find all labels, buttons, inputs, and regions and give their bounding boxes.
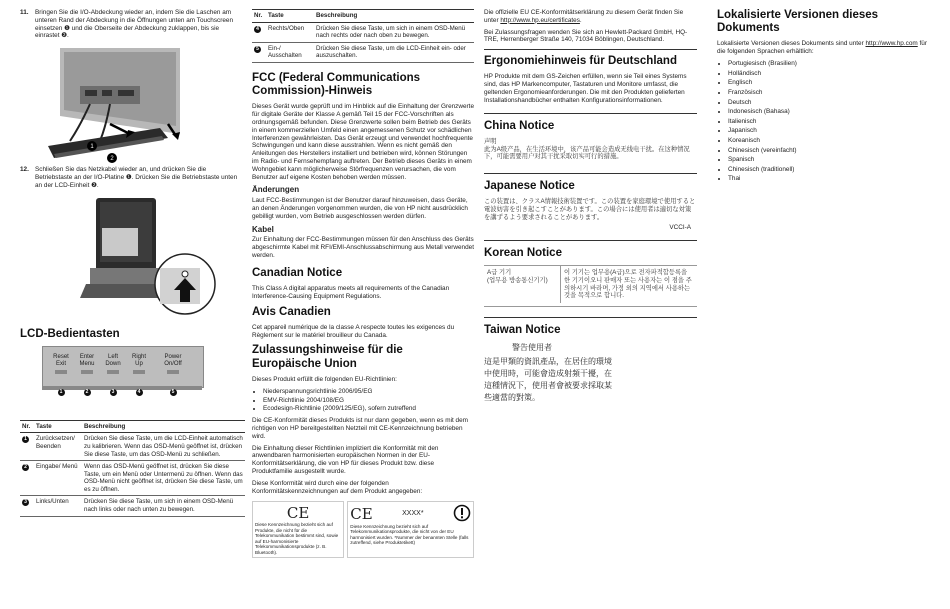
column-2 <box>252 0 474 558</box>
lcd-buttons-table-2 <box>252 9 474 63</box>
lcd-buttons-table-1 <box>20 420 245 517</box>
cable-text: Zur Einhaltung der FCC-Bestimmungen müssen für den Anschluss des Geräts abgeschirmte Kabel mit RFI/EMI-Anschlussabschirmung aus Metall verwendet werden. <box>252 236 474 259</box>
ce-mark-2 <box>347 501 474 558</box>
language-item: • Chinesisch (traditionell) <box>728 166 929 174</box>
alert-icon <box>453 504 471 524</box>
language-item: • Koreanisch <box>728 137 929 145</box>
lcd-button-number: 4 <box>136 389 143 396</box>
lcd-button-label: Enter Menu <box>79 353 95 367</box>
lcd-button-number: 2 <box>84 389 91 396</box>
lcd-button <box>48 354 74 396</box>
language-item: • Deutsch <box>728 99 929 107</box>
svg-text:1: 1 <box>90 144 94 151</box>
fcc-title: FCC (Federal Communications Commission)-Hinweis <box>252 71 421 98</box>
step-number: 12. <box>20 166 29 174</box>
ce-symbol: CE <box>286 504 310 523</box>
list-item: • Niederspannungsrichtlinie 2006/95/EG <box>263 388 474 396</box>
button-description: Drücken Sie diese Taste, um die LCD-Einheit ein- oder auszuschalten. <box>314 42 474 62</box>
korea-title: Korean Notice <box>484 247 562 259</box>
ce-marks <box>252 501 474 558</box>
table-row <box>20 461 245 496</box>
taiwan-title: Taiwan Notice <box>484 323 561 336</box>
avis-text: Cet appareil numérique de la classe A respecte toutes les exigences du Règlement sur le matériel brouilleur du Canada. <box>252 323 455 339</box>
korea-table <box>484 265 697 307</box>
column-header: Taste <box>266 10 314 23</box>
lcd-button-number: 1 <box>58 389 65 396</box>
button-name: Eingabe/ Menü <box>34 461 82 496</box>
column-4 <box>717 0 929 187</box>
lcd-button <box>152 354 194 396</box>
changes-text: Laut FCC-Bestimmungen ist der Benutzer darauf hinzuweisen, dass Geräte, an denen Änderungen vorgenommen wurden, die von HP nicht ausdrücklich gebilligt wurden, vom Betrieb ausgeschlossen werden dürfen. <box>252 197 468 220</box>
changes-title: Änderungen <box>252 185 300 195</box>
localized-intro: Lokalisierte Versionen dieses Dokuments sind unter http://www.hp.com für die folgenden Sprachen erhältlich: <box>717 40 927 56</box>
lcd-button-label: Left Down <box>105 353 121 367</box>
language-item: • Indonesisch (Bahasa) <box>728 108 929 116</box>
column-3 <box>484 0 697 404</box>
button-description: Drücken Sie diese Taste, um sich in einem OSD-Menü nach links oder nach unten zu bewegen. <box>82 496 245 516</box>
list-item: • Ecodesign-Richtlinie (2009/125/EG), sofern zutreffend <box>263 405 474 413</box>
lcd-button-number: 5 <box>170 389 177 396</box>
canadian-text: This Class A digital apparatus meets all requirements of the Canadian Interference-Causing Equipment Regulations. <box>252 284 450 300</box>
language-item: • Portugiesisch (Brasilien) <box>728 60 929 68</box>
button-number: 4 <box>254 26 261 33</box>
eu-intro: Dieses Produkt erfüllt die folgenden EU-Richtlinien: <box>252 375 397 383</box>
avis-title: Avis Canadien <box>252 305 331 318</box>
language-item: • Thai <box>728 175 929 183</box>
button-number: 1 <box>22 436 29 443</box>
eu-directives-list <box>252 388 474 413</box>
korea-right: 이 기기는 업무용(A급)으로 전자파적합등록을 한 기기이오니 판매자 또는 사용자는 이 점을 주의하시기 바라며, 가정 외의 지역에서 사용하는 것을 목적으로 합니다. <box>564 269 692 300</box>
korea-left: A급 기기 (업무용 방송통신기기) <box>484 266 561 303</box>
ce-symbol: CE <box>350 505 373 524</box>
language-item: • Holländisch <box>728 70 929 78</box>
button-description: Drücken Sie diese Taste, um die LCD-Einheit automatisch zu kalibrieren. Wenn das OSD-Menü geöffnet ist, drücken Sie diese Taste, um das OSD-Menü zu schließen. <box>82 433 245 461</box>
language-item: • Chinesisch (vereinfacht) <box>728 147 929 155</box>
lcd-buttons-title: LCD-Bedientasten <box>20 327 120 340</box>
step-text: Schließen Sie das Netzkabel wieder an, und drücken Sie die Betriebstaste an der I/O-Platine ❶. Drücken Sie die Betriebstaste unten an der LCD-Einheit ❷. <box>35 166 238 189</box>
column-header: Beschreibung <box>314 10 474 23</box>
button-name: Zurücksetzen/ Beenden <box>34 433 82 461</box>
ce-caption-1: Diese Kennzeichnung bezieht sich auf Produkte, die nicht für die Telekommunikation bestimmt sind, sowie auf EU-harmonisierte Telekommunikationsprodukte (z. B. Bluetooth). <box>255 522 339 555</box>
ce-caption-2: Diese Kennzeichnung bezieht sich auf Telekommunikationsprodukte, die nicht von der EU harmonisiert wurden. *Nummer der benannten Stelle (falls zutreffend, siehe Produktetikett) <box>350 523 469 546</box>
ergonomics-text: HP Produkte mit dem GS-Zeichen erfüllen, wenn sie Teil eines Systems sind, das HP Markencomputer, Tastaturen und Monitore umfasst, die geltenden Ergonomieanforderungen. Die mit den Produkten gelieferten Installationshandbücher enthalten Konfigurationsinformationen. <box>484 73 687 104</box>
eu-contact: Bei Zulassungsfragen wenden Sie sich an Hewlett-Packard GmbH, HQ-TRE, Herrenberger Straße 140, 71034 Böblingen, Deutschland. <box>484 28 688 44</box>
ce-mark-1 <box>252 501 344 558</box>
lcd-button-number: 3 <box>110 389 117 396</box>
table-row <box>20 433 245 461</box>
taiwan-heading: 警告使用者 <box>512 343 552 353</box>
step-12 <box>20 166 245 189</box>
japan-title: Japanese Notice <box>484 179 575 192</box>
taiwan-text: 這是甲類的資訊產品，在居住的環境中使用時，可能會造成射頻干擾，在這種情況下，使用者會被要求採取某些適當的對策。 <box>484 357 612 403</box>
vcci-label: VCCI-A <box>669 224 691 232</box>
cable-title: Kabel <box>252 224 274 234</box>
power-button-illustration <box>66 198 216 326</box>
column-header: Taste <box>34 420 82 433</box>
button-number: 5 <box>254 46 261 53</box>
eu-declaration: Die offizielle EU CE-Konformitätserklärung zu diesem Gerät finden Sie unter http://www.hp.eu/certificates. <box>484 9 684 24</box>
table-row <box>252 42 474 62</box>
language-list <box>717 60 929 183</box>
language-item: • Italienisch <box>728 118 929 126</box>
localized-title: Lokalisierte Versionen dieses Dokuments <box>717 9 879 35</box>
column-header: Nr. <box>252 10 266 23</box>
eu-paragraph-1: Die CE-Konformität dieses Produkts ist nur dann gegeben, wenn es mit dem richtigen von HP bereitgestellten Netzteil mit CE-Kennzeichnung betrieben wird. <box>252 417 468 440</box>
language-item: • Französisch <box>728 89 929 97</box>
table-row <box>20 496 245 516</box>
notified-body-number: XXXX* <box>402 509 424 517</box>
lcd-button-label: Reset Exit <box>53 353 69 367</box>
japan-text: この装置は、クラスA情報技術装置です。この装置を家庭環境で使用すると電波妨害を引き起こすことがあります。この場合には使用者は適切な対策を講ずるよう要求されることがあります。 <box>484 198 696 221</box>
lcd-button-panel <box>42 346 202 416</box>
fcc-text: Dieses Gerät wurde geprüft und im Hinblick auf die Einhaltung der Grenzwerte für digitale Geräte der Klasse A gemäß Teil 15 der FCC-Vorschriften als ordnungsgemäß befunden. Diese Grenzwerte sollen beim Betrieb des Geräts in einem kommerziellen Umfeld einen angemessenen Schutz vor schädlichen Interferenzen gewährleisten. Das Gerät erzeugt und verwendet hochfrequente Schwingungen und kann diese ausstrahlen. Wenn es nicht gemäß den Anleitungen des Herstellers installiert und betrieben wird, können Störungen im Radio- und Fernsehempfang auftreten. Der Betrieb dieses Geräts in einem Wohngebiet kann möglicherweise Störfrequenzen verursachen, die vom Benutzer auf eigene Kosten behoben werden müssen. <box>252 103 475 181</box>
cover-install-illustration <box>40 46 190 164</box>
table-row <box>252 22 474 42</box>
button-description: Wenn das OSD-Menü geöffnet ist, drücken Sie diese Taste, um ein Menü oder Untermenü zu öffnen. Wenn das OSD-Menü nicht geöffnet ist, drücken Sie diese Taste, um es zu öffnen. <box>82 461 245 496</box>
eu-paragraph-3: Diese Konformität wird durch eine der folgenden Konformitätskennzeichnungen auf dem Produkt angegeben: <box>252 479 423 495</box>
button-name: Ein-/ Ausschalten <box>266 42 314 62</box>
button-name: Rechts/Oben <box>266 22 314 42</box>
step-text: Bringen Sie die I/O-Abdeckung wieder an, indem Sie die Laschen am unteren Rand der Abdeckung in die Öffnungen unten am Touchscreen einsetzen ❶ und die Oberseite der Abdeckung zuklappen, bis sie einrastet ❷. <box>35 9 234 40</box>
ergonomics-title: Ergonomiehinweis für Deutschland <box>484 55 677 68</box>
language-item: • Japanisch <box>728 127 929 135</box>
lcd-button-label: Power On/Off <box>164 353 182 367</box>
lcd-button-label: Right Up <box>131 353 146 367</box>
button-number: 2 <box>22 464 29 471</box>
language-item: • Spanisch <box>728 156 929 164</box>
column-header: Nr. <box>20 420 34 433</box>
button-description: Drücken Sie diese Taste, um sich in einem OSD-Menü nach rechts oder nach oben zu bewegen. <box>314 22 474 42</box>
column-header: Beschreibung <box>82 420 245 433</box>
eu-title: Zulassungshinweise für die Europäische Union <box>252 344 403 370</box>
canadian-title: Canadian Notice <box>252 266 343 279</box>
eu-paragraph-2: Die Einhaltung dieser Richtlinien impliziert die Konformität mit den anwendbaren harmonisierten europäischen Normen in der EU-Konformitätserklärung, die von HP für dieses Produkt bzw. diese Produktfamilie ausgestellt wurde. <box>252 444 439 475</box>
lcd-button <box>100 354 126 396</box>
step-number: 11. <box>20 9 29 16</box>
china-title: China Notice <box>484 119 555 132</box>
svg-text:2: 2 <box>110 156 114 163</box>
button-number: 3 <box>22 499 29 506</box>
language-item: • Englisch <box>728 79 929 87</box>
lcd-button <box>74 354 100 396</box>
button-name: Links/Unten <box>34 496 82 516</box>
china-text: 声明 此为A级产品，在生活环境中，该产品可能会造成无线电干扰。在这种情况下，可能需要用户对其干扰采取切实可行的措施。 <box>484 137 690 161</box>
column-1 <box>20 0 245 517</box>
step-11 <box>20 9 245 40</box>
list-item: • EMV-Richtlinie 2004/108/EG <box>263 397 474 405</box>
lcd-button <box>126 354 152 396</box>
